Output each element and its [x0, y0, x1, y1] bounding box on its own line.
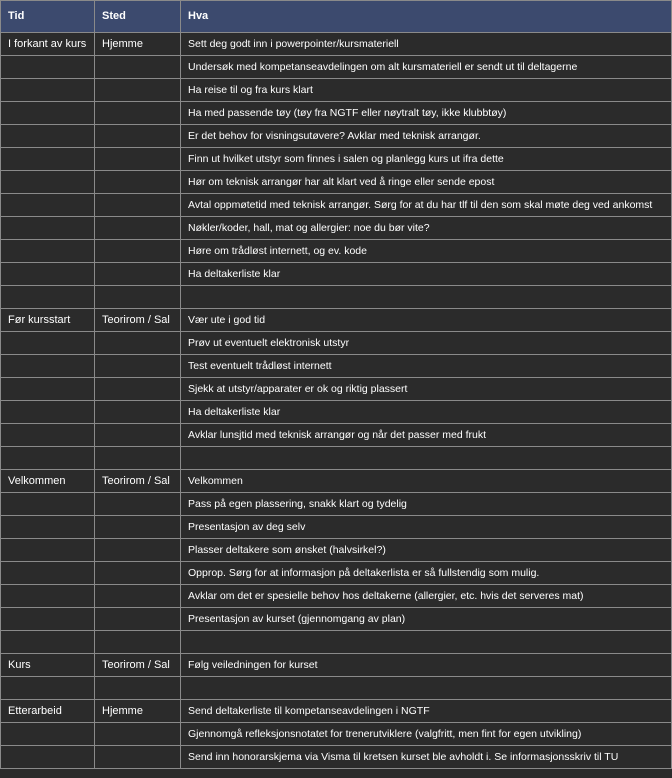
sted-cell — [95, 79, 181, 102]
header-sted: Sted — [95, 1, 181, 33]
table-row — [1, 309, 672, 332]
hva-cell: Hør om teknisk arrangør har alt klart ved å ringe eller sende epost — [181, 171, 672, 194]
table-row — [1, 378, 672, 401]
sted-cell — [95, 148, 181, 171]
sted-cell — [95, 493, 181, 516]
table-row — [1, 654, 672, 677]
spacer-row — [1, 286, 672, 309]
empty-cell — [95, 677, 181, 700]
table-row — [1, 79, 672, 102]
header-row — [1, 1, 672, 33]
table-row — [1, 355, 672, 378]
table-row — [1, 401, 672, 424]
empty-cell — [1, 677, 95, 700]
hva-cell: Opprop. Sørg for at informasjon på deltakerlista er så fullstendig som mulig. — [181, 562, 672, 585]
hva-cell: Følg veiledningen for kurset — [181, 654, 672, 677]
table-row — [1, 33, 672, 56]
tid-cell: I forkant av kurs — [1, 33, 95, 56]
sted-cell — [95, 424, 181, 447]
table-row — [1, 102, 672, 125]
spacer-row — [1, 447, 672, 470]
hva-cell: Undersøk med kompetanseavdelingen om alt kursmateriell er sendt ut til deltagerne — [181, 56, 672, 79]
empty-cell — [181, 447, 672, 470]
empty-cell — [181, 286, 672, 309]
sted-cell — [95, 585, 181, 608]
table-row — [1, 539, 672, 562]
hva-cell: Presentasjon av deg selv — [181, 516, 672, 539]
hva-cell: Finn ut hvilket utstyr som finnes i salen og planlegg kurs ut ifra dette — [181, 148, 672, 171]
tid-cell — [1, 746, 95, 769]
table-row — [1, 746, 672, 769]
table-row — [1, 424, 672, 447]
sted-cell — [95, 171, 181, 194]
sted-cell — [95, 217, 181, 240]
table-row — [1, 585, 672, 608]
sted-cell: Teorirom / Sal — [95, 654, 181, 677]
sted-cell — [95, 516, 181, 539]
empty-cell — [1, 631, 95, 654]
sted-cell — [95, 401, 181, 424]
table-row — [1, 171, 672, 194]
tid-cell — [1, 608, 95, 631]
tid-cell — [1, 424, 95, 447]
tid-cell — [1, 585, 95, 608]
table-row — [1, 723, 672, 746]
sted-cell: Hjemme — [95, 700, 181, 723]
sted-cell: Teorirom / Sal — [95, 470, 181, 493]
tid-cell — [1, 562, 95, 585]
table-row — [1, 562, 672, 585]
tid-cell — [1, 148, 95, 171]
sted-cell — [95, 194, 181, 217]
hva-cell: Pass på egen plassering, snakk klart og tydelig — [181, 493, 672, 516]
empty-cell — [95, 631, 181, 654]
tid-cell — [1, 493, 95, 516]
hva-cell: Ha med passende tøy (tøy fra NGTF eller nøytralt tøy, ikke klubbtøy) — [181, 102, 672, 125]
tid-cell — [1, 240, 95, 263]
tid-cell — [1, 355, 95, 378]
hva-cell: Prøv ut eventuelt elektronisk utstyr — [181, 332, 672, 355]
table-row — [1, 470, 672, 493]
spacer-row — [1, 631, 672, 654]
hva-cell: Ha deltakerliste klar — [181, 401, 672, 424]
hva-cell: Test eventuelt trådløst internett — [181, 355, 672, 378]
tid-cell — [1, 125, 95, 148]
hva-cell: Ha reise til og fra kurs klart — [181, 79, 672, 102]
empty-cell — [1, 286, 95, 309]
tid-cell: Etterarbeid — [1, 700, 95, 723]
hva-cell: Avklar lunsjtid med teknisk arrangør og når det passer med frukt — [181, 424, 672, 447]
header-tid: Tid — [1, 1, 95, 33]
sted-cell — [95, 746, 181, 769]
sted-cell — [95, 608, 181, 631]
empty-cell — [181, 677, 672, 700]
tid-cell — [1, 263, 95, 286]
tid-cell — [1, 723, 95, 746]
tid-cell — [1, 332, 95, 355]
hva-cell: Avklar om det er spesielle behov hos deltakerne (allergier, etc. hvis det serveres mat) — [181, 585, 672, 608]
tid-cell — [1, 539, 95, 562]
header-hva: Hva — [181, 1, 672, 33]
sted-cell — [95, 562, 181, 585]
table-row — [1, 700, 672, 723]
hva-cell: Er det behov for visningsutøvere? Avklar med teknisk arrangør. — [181, 125, 672, 148]
table-row — [1, 194, 672, 217]
hva-cell: Send deltakerliste til kompetanseavdelingen i NGTF — [181, 700, 672, 723]
table-row — [1, 148, 672, 171]
tid-cell — [1, 79, 95, 102]
table-row — [1, 217, 672, 240]
sted-cell — [95, 723, 181, 746]
hva-cell: Gjennomgå refleksjonsnotatet for trenerutviklere (valgfritt, men fint for egen utvikling) — [181, 723, 672, 746]
tid-cell — [1, 194, 95, 217]
table-row — [1, 493, 672, 516]
sted-cell: Teorirom / Sal — [95, 309, 181, 332]
hva-cell: Send inn honorarskjema via Visma til kretsen kurset ble avholdt i. Se informasjonsskriv til TU — [181, 746, 672, 769]
table-row — [1, 332, 672, 355]
sted-cell — [95, 102, 181, 125]
tid-cell: Velkommen — [1, 470, 95, 493]
sted-cell — [95, 539, 181, 562]
tid-cell — [1, 516, 95, 539]
hva-cell: Velkommen — [181, 470, 672, 493]
sted-cell: Hjemme — [95, 33, 181, 56]
sted-cell — [95, 355, 181, 378]
tid-cell — [1, 171, 95, 194]
empty-cell — [181, 631, 672, 654]
table-row — [1, 125, 672, 148]
empty-cell — [1, 447, 95, 470]
hva-cell: Sjekk at utstyr/apparater er ok og riktig plassert — [181, 378, 672, 401]
table-row — [1, 516, 672, 539]
tid-cell — [1, 217, 95, 240]
tid-cell: Før kursstart — [1, 309, 95, 332]
tid-cell — [1, 56, 95, 79]
table-body — [1, 33, 672, 769]
hva-cell: Avtal oppmøtetid med teknisk arrangør. Sørg for at du har tlf til den som skal møte deg ved ankomst — [181, 194, 672, 217]
spacer-row — [1, 677, 672, 700]
table-row — [1, 263, 672, 286]
hva-cell: Vær ute i god tid — [181, 309, 672, 332]
tid-cell — [1, 378, 95, 401]
hva-cell: Presentasjon av kurset (gjennomgang av plan) — [181, 608, 672, 631]
hva-cell: Høre om trådløst internett, og ev. kode — [181, 240, 672, 263]
tid-cell — [1, 401, 95, 424]
hva-cell: Nøkler/koder, hall, mat og allergier: noe du bør vite? — [181, 217, 672, 240]
table-row — [1, 240, 672, 263]
tid-cell — [1, 102, 95, 125]
hva-cell: Plasser deltakere som ønsket (halvsirkel?) — [181, 539, 672, 562]
sted-cell — [95, 125, 181, 148]
sted-cell — [95, 240, 181, 263]
empty-cell — [95, 286, 181, 309]
empty-cell — [95, 447, 181, 470]
hva-cell: Sett deg godt inn i powerpointer/kursmateriell — [181, 33, 672, 56]
sted-cell — [95, 378, 181, 401]
sted-cell — [95, 56, 181, 79]
tid-cell: Kurs — [1, 654, 95, 677]
sted-cell — [95, 263, 181, 286]
hva-cell: Ha deltakerliste klar — [181, 263, 672, 286]
table-row — [1, 56, 672, 79]
sted-cell — [95, 332, 181, 355]
table-row — [1, 608, 672, 631]
